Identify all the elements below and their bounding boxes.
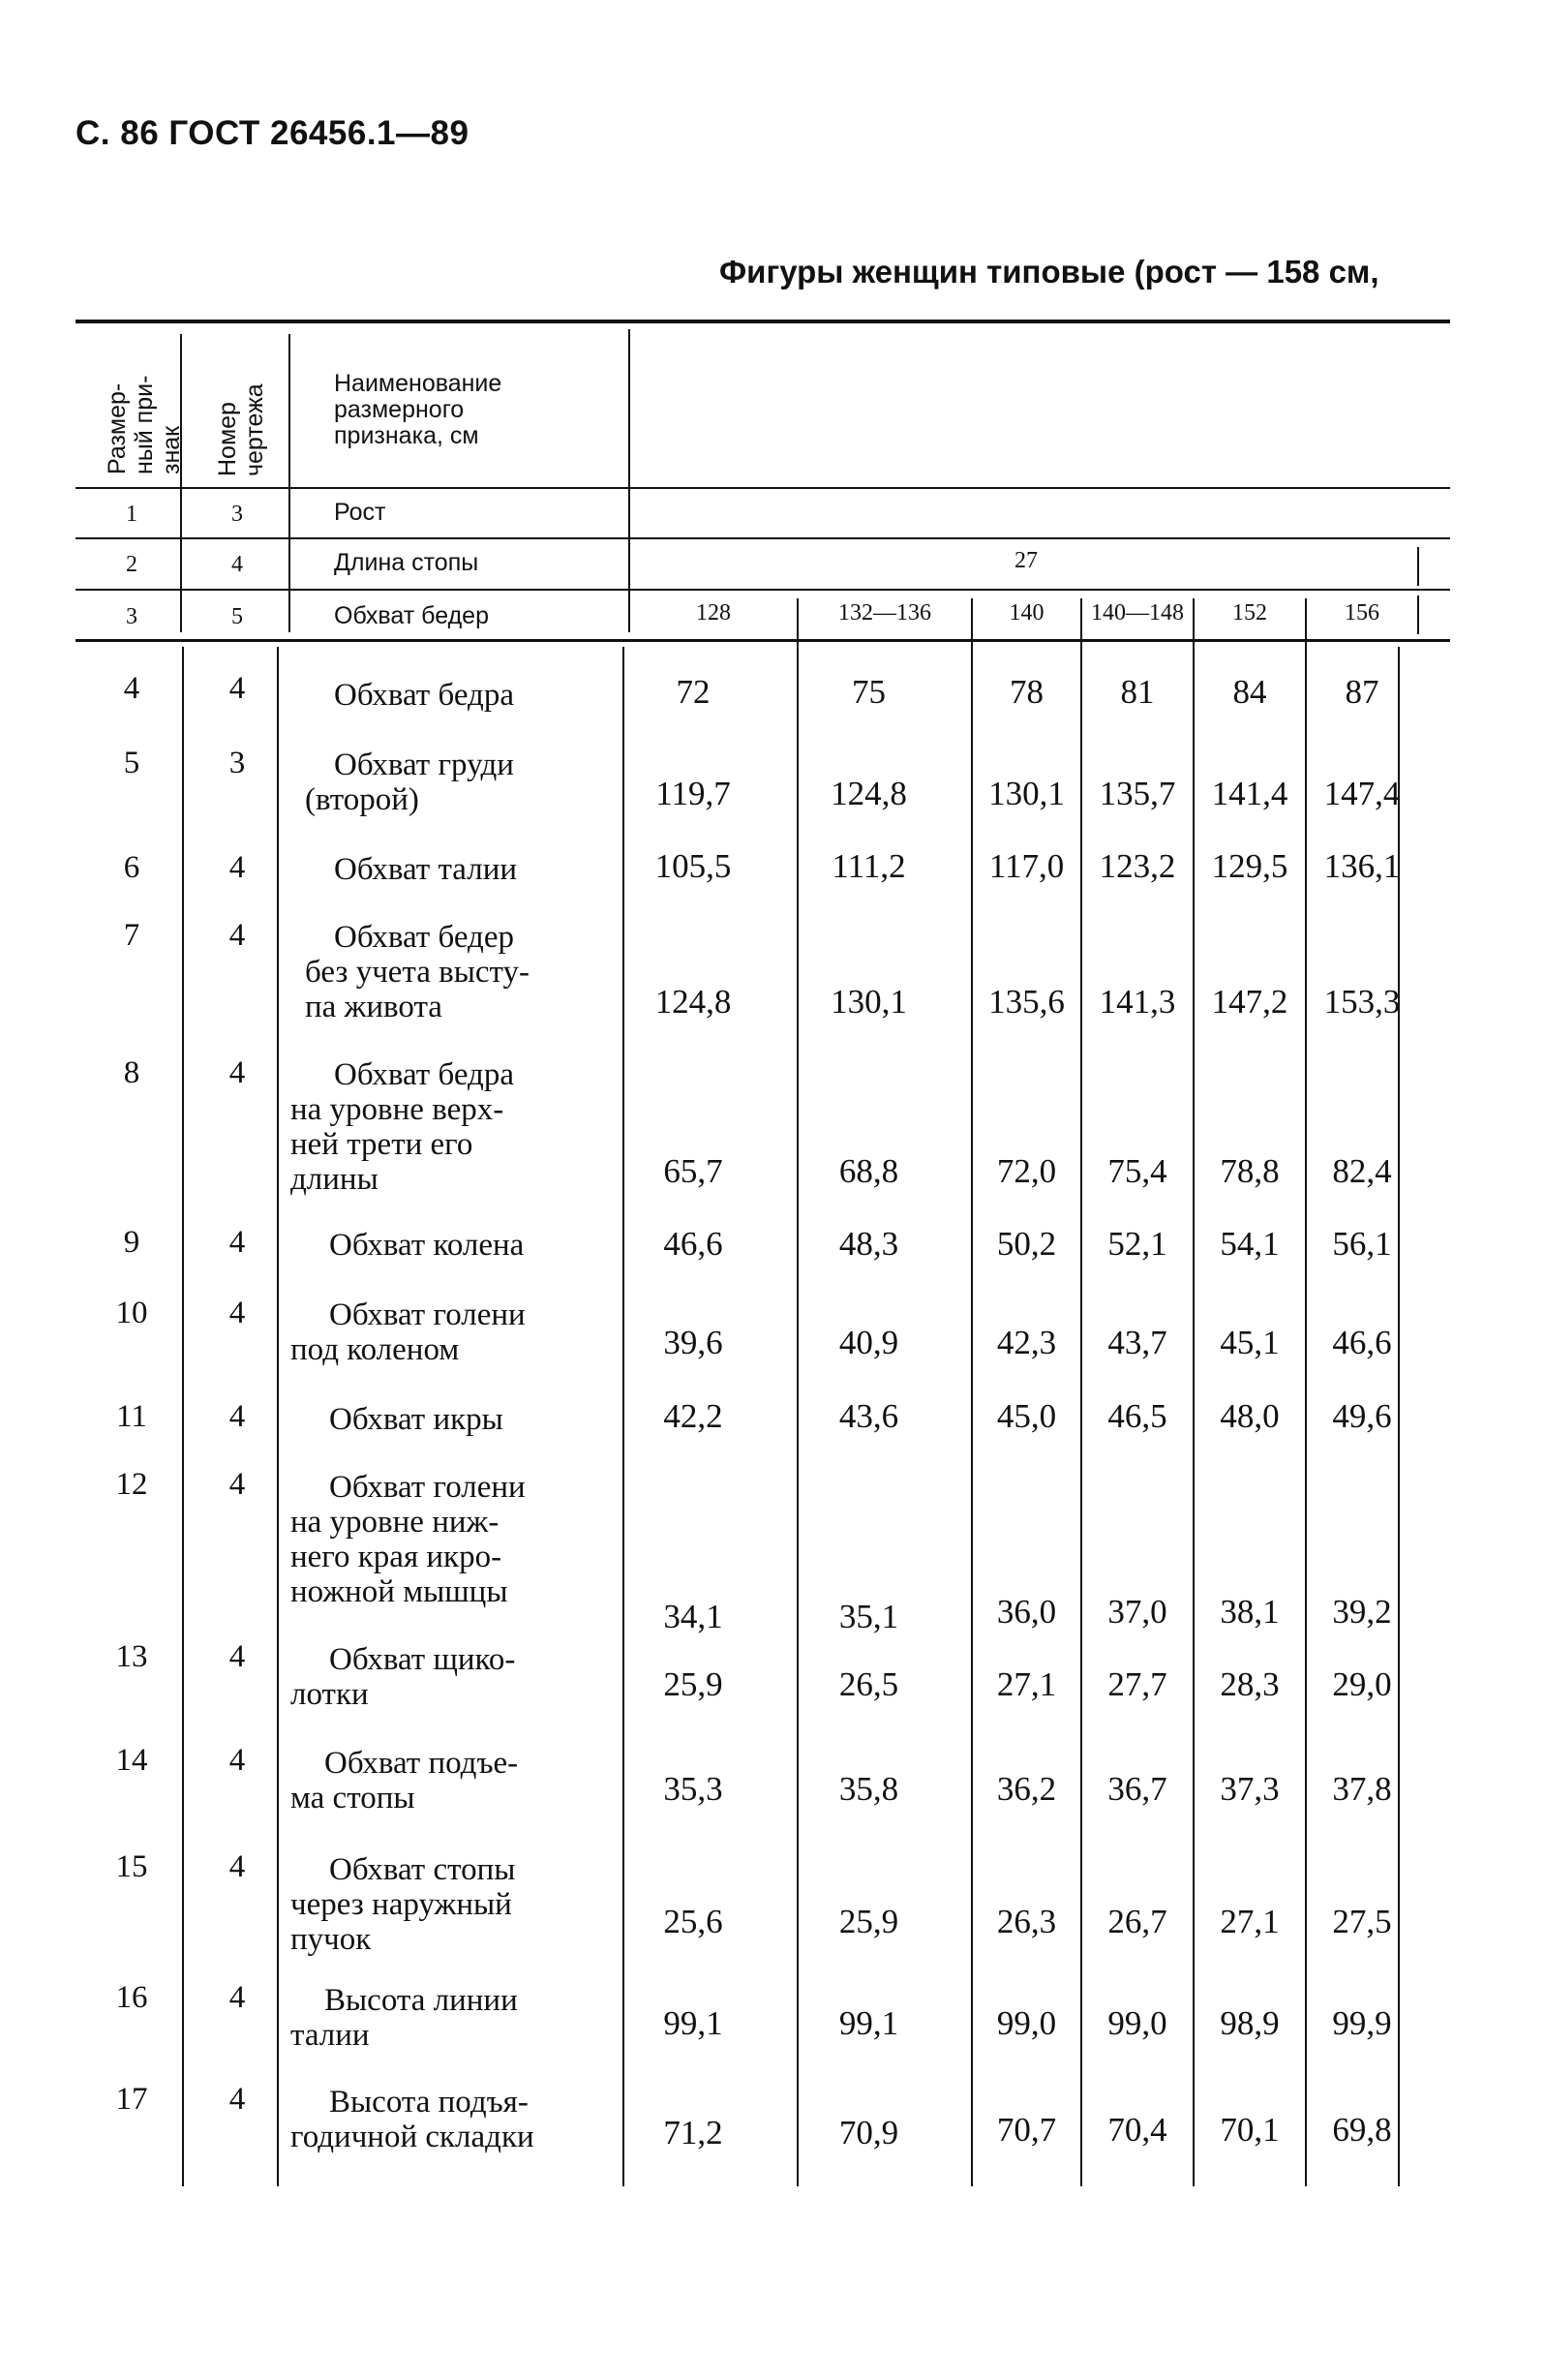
row-value: 99,0 (1107, 2004, 1167, 2042)
row-value: 27,1 (996, 1665, 1057, 1703)
header-row-drawing: 5 (231, 604, 243, 629)
row-value: 111,2 (832, 847, 906, 885)
row-name (329, 1228, 524, 1263)
row-value: 36,2 (996, 1770, 1057, 1808)
row-drawing: 4 (228, 1743, 246, 1778)
row-value: 38,1 (1220, 1593, 1280, 1631)
col-divider-head (1417, 547, 1419, 586)
row-value: 81 (1120, 673, 1155, 711)
row-name-line: Обхват голени (329, 1297, 526, 1332)
row-value: 117,0 (988, 847, 1065, 885)
row-name-line: лотки (290, 1677, 369, 1712)
row-value: 48,3 (838, 1225, 899, 1263)
row-name-line: без учета высту- (305, 955, 530, 990)
row-name-line: Обхват щико- (329, 1642, 516, 1677)
row-value: 130,1 (831, 983, 907, 1021)
row-value: 119,7 (655, 775, 731, 812)
col-header-line: Номер (214, 402, 241, 476)
row-value: 136,1 (1323, 847, 1401, 885)
row-value: 36,0 (996, 1593, 1057, 1631)
row-value: 65,7 (663, 1152, 723, 1190)
row-num: 10 (115, 1296, 148, 1330)
col-divider (1193, 598, 1195, 2186)
row-name (290, 1642, 515, 1712)
row-name-line: длины (290, 1162, 378, 1197)
row-value: 43,6 (838, 1397, 899, 1435)
row-value: 35,1 (838, 1598, 899, 1635)
col-divider (1080, 598, 1082, 2186)
row-value: 37,8 (1332, 1770, 1392, 1808)
row-name (290, 1746, 518, 1816)
header-row-name: Рост (334, 499, 386, 526)
row-value: 56,1 (1332, 1225, 1392, 1263)
row-value: 46,6 (1332, 1324, 1392, 1361)
col-divider-head (1417, 595, 1419, 634)
row-name-line: Высота подъя- (329, 2085, 529, 2120)
header-row-num: 2 (126, 552, 137, 577)
col-header-line: признака, см (334, 422, 479, 449)
row-name (334, 678, 514, 713)
hip-girth-value: 152 (1232, 600, 1267, 626)
row-value: 25,6 (663, 1903, 723, 1940)
row-name-line: ней трети его (290, 1127, 473, 1162)
row-value: 71,2 (663, 2114, 723, 2151)
row-value: 27,5 (1332, 1903, 1392, 1940)
header-row-drawing: 4 (231, 552, 243, 577)
row-value: 46,5 (1107, 1397, 1167, 1435)
row-name-line: Обхват бедра (334, 678, 514, 713)
hip-girth-value: 156 (1345, 600, 1379, 626)
col-divider-head (180, 334, 182, 632)
hip-girth-value: 128 (696, 600, 731, 626)
row-num: 9 (123, 1225, 140, 1260)
row-value: 54,1 (1220, 1225, 1280, 1263)
row-value: 69,8 (1332, 2111, 1392, 2149)
row-num: 5 (123, 746, 140, 780)
row-drawing: 4 (228, 1467, 246, 1502)
row-name (290, 1057, 514, 1197)
row-value: 35,8 (838, 1770, 899, 1808)
row-value: 34,1 (663, 1598, 723, 1635)
row-name (290, 1297, 526, 1367)
row-drawing: 4 (228, 1399, 246, 1434)
row-name-line: под коленом (290, 1332, 460, 1367)
row-value: 153,3 (1323, 983, 1401, 1021)
row-value: 78 (1010, 673, 1044, 711)
row-drawing: 4 (228, 1980, 246, 2015)
row-rule (76, 537, 1450, 539)
row-value: 40,9 (838, 1324, 899, 1361)
row-name-line: на уровне верх- (290, 1092, 504, 1127)
row-name-line: Обхват бедер (334, 920, 514, 955)
row-value: 124,8 (654, 983, 732, 1021)
row-value: 70,1 (1220, 2111, 1280, 2149)
row-value: 49,6 (1332, 1397, 1392, 1435)
row-value: 26,3 (996, 1903, 1057, 1940)
col-header-sign-name (334, 371, 501, 449)
row-name (305, 920, 530, 1024)
row-value: 99,1 (663, 2004, 723, 2042)
row-name (329, 1402, 503, 1437)
col-divider-head (628, 329, 630, 632)
col-divider (971, 598, 973, 2186)
row-name-line: годичной складки (290, 2120, 534, 2154)
row-value: 82,4 (1332, 1152, 1392, 1190)
row-name-line: Высота линии (324, 1983, 518, 2018)
row-value: 75,4 (1107, 1152, 1167, 1190)
col-header-line: чертежа (241, 383, 268, 476)
row-value: 27,1 (1220, 1903, 1280, 1940)
row-value: 98,9 (1220, 2004, 1280, 2042)
row-drawing: 4 (228, 1055, 246, 1090)
row-value: 48,0 (1220, 1397, 1280, 1435)
col-header-line: ный при- (131, 375, 158, 474)
row-value: 26,5 (838, 1665, 899, 1703)
row-value: 37,0 (1107, 1593, 1167, 1631)
row-num: 17 (115, 2082, 148, 2117)
hip-girth-value: 140 (1009, 600, 1044, 626)
header-row-name: Длина стопы (334, 549, 479, 576)
row-value: 129,5 (1211, 847, 1288, 885)
header-row-drawing: 3 (231, 502, 243, 527)
row-name-line: пучок (290, 1922, 372, 1957)
header-row-name: Обхват бедер (334, 602, 489, 629)
row-name-line: через наружный (290, 1887, 512, 1922)
row-name-line: Обхват подъе- (324, 1746, 519, 1781)
row-drawing: 4 (228, 850, 246, 885)
row-name (290, 2085, 534, 2154)
page-header: С. 86 ГОСТ 26456.1—89 (76, 114, 469, 152)
row-value: 68,8 (838, 1152, 899, 1190)
row-value: 130,1 (988, 775, 1065, 812)
row-num: 16 (115, 1980, 148, 2015)
row-name (290, 1852, 515, 1957)
row-name-line: ма стопы (290, 1781, 415, 1816)
table-subtitle: Фигуры женщин типовые (рост — 158 см, (719, 254, 1379, 290)
row-value: 70,4 (1107, 2111, 1167, 2149)
row-name-line: па живота (305, 990, 442, 1024)
row-value: 99,0 (996, 2004, 1057, 2042)
row-name-line: Обхват стопы (329, 1852, 516, 1887)
table-head-bottom-rule (76, 639, 1450, 642)
row-value: 26,7 (1107, 1903, 1167, 1940)
col-divider (797, 598, 799, 2186)
row-value: 99,9 (1332, 2004, 1392, 2042)
col-divider (182, 647, 184, 2186)
row-value: 52,1 (1107, 1225, 1167, 1263)
hip-girth-value: 140—148 (1091, 600, 1184, 626)
row-name-line: ножной мышцы (290, 1574, 508, 1609)
row-name-line: талии (290, 2018, 370, 2053)
row-num: 6 (123, 850, 140, 885)
row-value: 72 (676, 673, 711, 711)
row-name-line: Обхват колена (329, 1228, 525, 1263)
row-value: 45,0 (996, 1397, 1057, 1435)
row-drawing: 4 (228, 1225, 246, 1260)
row-value: 42,3 (996, 1324, 1057, 1361)
row-value: 99,1 (838, 2004, 899, 2042)
row-name-line: Обхват груди (334, 748, 514, 782)
header-row-num: 1 (126, 502, 137, 527)
row-value: 29,0 (1332, 1665, 1392, 1703)
col-header-line: размерного (334, 396, 465, 423)
row-num: 8 (123, 1055, 140, 1090)
row-drawing: 4 (228, 1296, 246, 1330)
row-value: 147,4 (1323, 775, 1401, 812)
row-name (290, 1983, 518, 2053)
row-name-line: Обхват икры (329, 1402, 503, 1437)
col-divider (277, 647, 279, 2186)
col-header-line: Наименование (334, 370, 502, 397)
row-value: 147,2 (1211, 983, 1288, 1021)
row-value: 123,2 (1099, 847, 1176, 885)
row-value: 70,9 (838, 2114, 899, 2151)
row-value: 75 (852, 673, 886, 711)
row-name-line: него края икро- (290, 1540, 502, 1574)
row-drawing: 4 (228, 2082, 246, 2117)
row-name (305, 748, 514, 817)
row-name-line: на уровне ниж- (290, 1505, 500, 1540)
row-value: 36,7 (1107, 1770, 1167, 1808)
row-value: 141,4 (1211, 775, 1288, 812)
row-num: 11 (116, 1399, 147, 1434)
row-value: 84 (1232, 673, 1267, 711)
col-divider-head (288, 334, 290, 632)
row-rule (76, 589, 1450, 591)
row-num: 4 (123, 671, 140, 706)
row-drawing: 4 (228, 671, 246, 706)
row-value: 27,7 (1107, 1665, 1167, 1703)
col-header-line: Размер- (104, 382, 131, 474)
row-value: 39,6 (663, 1324, 723, 1361)
row-name-line: Обхват бедра (334, 1057, 514, 1092)
row-value: 124,8 (831, 775, 907, 812)
row-name (334, 852, 517, 887)
row-name-line: (второй) (305, 782, 419, 817)
row-num: 15 (115, 1849, 148, 1884)
row-drawing: 3 (228, 746, 246, 780)
row-num: 13 (115, 1639, 148, 1674)
row-num: 12 (115, 1467, 148, 1502)
row-value: 39,2 (1332, 1593, 1392, 1631)
row-drawing: 4 (228, 1849, 246, 1884)
row-name-line: Обхват талии (334, 852, 518, 887)
row-value: 70,7 (996, 2111, 1057, 2149)
hip-girth-value: 132—136 (838, 600, 931, 626)
row-value: 28,3 (1220, 1665, 1280, 1703)
row-value: 50,2 (996, 1225, 1057, 1263)
row-drawing: 4 (228, 1639, 246, 1674)
row-value: 135,7 (1099, 775, 1176, 812)
row-num: 14 (115, 1743, 148, 1778)
row-value: 25,9 (838, 1903, 899, 1940)
row-value: 35,3 (663, 1770, 723, 1808)
col-divider (622, 647, 624, 2186)
row-value: 42,2 (663, 1397, 723, 1435)
foot-length-value: 27 (1014, 548, 1038, 573)
col-header-line: знак (158, 425, 185, 474)
col-divider (1305, 598, 1307, 2186)
row-value: 78,8 (1220, 1152, 1280, 1190)
table-top-rule (76, 320, 1450, 323)
row-name-line: Обхват голени (329, 1470, 526, 1505)
row-num: 7 (123, 918, 140, 953)
row-value: 141,3 (1099, 983, 1176, 1021)
row-value: 105,5 (654, 847, 732, 885)
row-value: 43,7 (1107, 1324, 1167, 1361)
row-value: 37,3 (1220, 1770, 1280, 1808)
row-value: 25,9 (663, 1665, 723, 1703)
row-value: 72,0 (996, 1152, 1057, 1190)
header-row-num: 3 (126, 604, 137, 629)
row-value: 87 (1345, 673, 1379, 711)
row-value: 45,1 (1220, 1324, 1280, 1361)
header-rule (76, 487, 1450, 489)
row-drawing: 4 (228, 918, 246, 953)
row-value: 135,6 (988, 983, 1065, 1021)
row-name (290, 1470, 526, 1609)
row-value: 46,6 (663, 1225, 723, 1263)
